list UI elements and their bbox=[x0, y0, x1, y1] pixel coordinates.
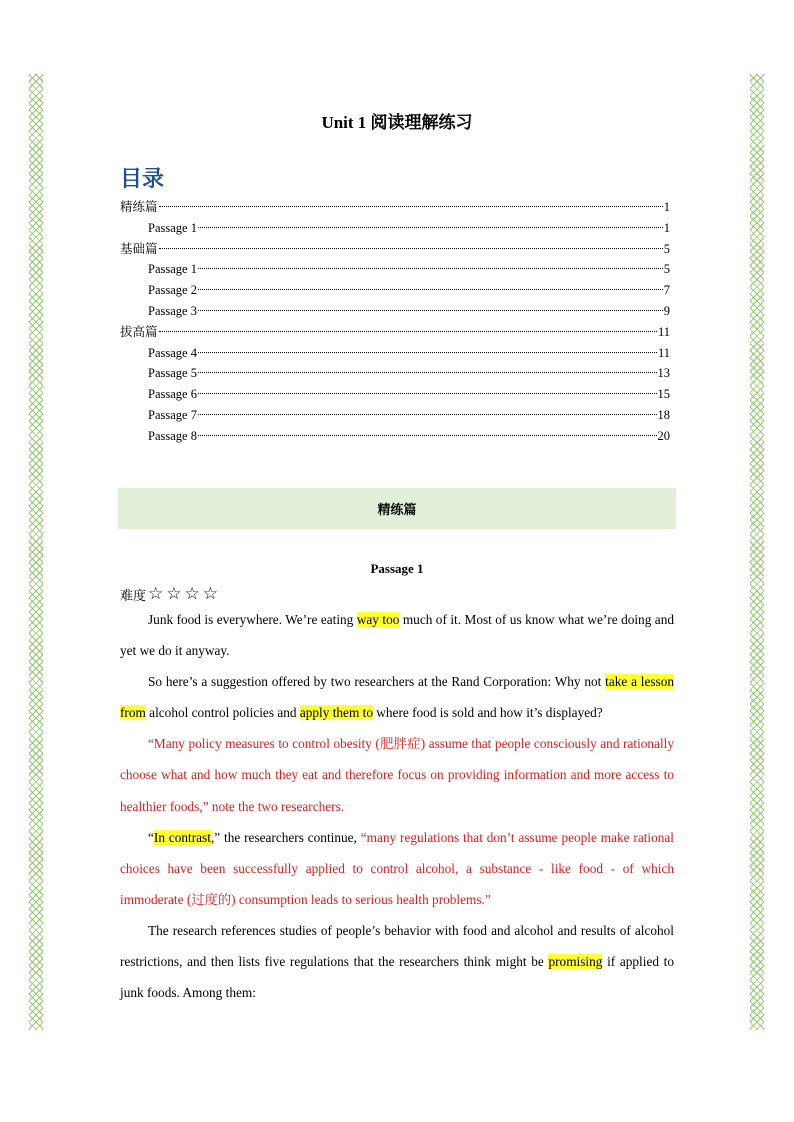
red-quote: “many regulations that don’t assume people make rational choices have been successfully applied to control alcohol, a substance - like food - of which immoderate (过度的) consumption leads to serious health problems.” bbox=[120, 829, 674, 907]
toc-entry-page: 7 bbox=[663, 283, 670, 298]
difficulty-rating bbox=[120, 585, 221, 604]
toc-entry[interactable] bbox=[120, 239, 670, 260]
toc-entry-label: Passage 1 bbox=[148, 262, 197, 277]
toc-entry-page: 1 bbox=[663, 200, 670, 214]
paragraph bbox=[120, 728, 674, 821]
toc-entry[interactable] bbox=[120, 259, 670, 280]
toc-leader-dots bbox=[198, 414, 657, 415]
paragraph bbox=[120, 915, 674, 1008]
toc-entry[interactable] bbox=[120, 322, 670, 343]
toc-entry-page: 20 bbox=[657, 428, 670, 443]
toc-entry[interactable] bbox=[120, 301, 670, 322]
toc-entry-label: Passage 8 bbox=[148, 428, 197, 443]
passage-title: Passage 1 bbox=[370, 561, 424, 576]
text-run: where food is sold and how it’s displayed? bbox=[372, 705, 603, 721]
toc-entry-label: Passage 2 bbox=[148, 283, 197, 298]
toc-leader-dots bbox=[198, 435, 657, 436]
toc-entry[interactable] bbox=[120, 218, 670, 239]
highlighted-phrase: In contrast bbox=[153, 829, 211, 845]
toc-heading: 目录 bbox=[120, 167, 165, 192]
toc-entry[interactable] bbox=[120, 426, 670, 447]
text-run: So here’s a suggestion offered by two researchers at the Rand Corporation: Why not bbox=[148, 674, 606, 690]
toc-entry-page: 11 bbox=[657, 324, 670, 339]
text-run: much of it. Most of us know what we’re doing and yet we do it anyway. bbox=[120, 612, 675, 659]
left-decorative-border bbox=[29, 74, 43, 1030]
table-of-contents bbox=[120, 197, 670, 447]
toc-leader-dots bbox=[198, 393, 657, 394]
difficulty-label: 难度 bbox=[120, 588, 147, 603]
paragraph bbox=[120, 666, 674, 728]
toc-entry[interactable] bbox=[120, 405, 670, 426]
toc-entry-page: 13 bbox=[657, 366, 670, 381]
toc-entry[interactable] bbox=[120, 384, 670, 405]
toc-entry-label: Passage 5 bbox=[148, 366, 197, 381]
toc-entry-page: 11 bbox=[657, 345, 670, 360]
highlighted-phrase: promising bbox=[548, 954, 603, 970]
section-title: 精练篇 bbox=[377, 503, 417, 518]
toc-entry-page: 18 bbox=[657, 407, 670, 422]
star-rating bbox=[148, 586, 221, 603]
right-decorative-border bbox=[750, 74, 764, 1030]
toc-entry-page: 5 bbox=[663, 241, 670, 256]
toc-entry-label: Passage 6 bbox=[148, 387, 197, 402]
toc-leader-dots bbox=[198, 289, 663, 290]
toc-entry[interactable] bbox=[120, 343, 670, 364]
toc-leader-dots bbox=[198, 310, 663, 311]
toc-leader-dots bbox=[198, 372, 657, 373]
paragraph bbox=[120, 604, 674, 666]
star-icon: ☆ bbox=[184, 584, 200, 604]
toc-entry-label: Passage 4 bbox=[148, 345, 197, 360]
toc-entry-page: 15 bbox=[657, 387, 670, 402]
star-icon: ☆ bbox=[148, 584, 164, 604]
text-run: alcohol control policies and bbox=[145, 705, 300, 721]
toc-leader-dots bbox=[159, 206, 663, 207]
toc-entry-page: 1 bbox=[663, 220, 670, 235]
toc-entry-label: 基础篇 bbox=[120, 241, 158, 256]
text-run: “ bbox=[148, 829, 154, 845]
red-quote: “Many policy measures to control obesity (肥胖症) assume that people consciously and rationally choose what and how much they eat and therefore focus on providing information and more access to healthier foods,” note the two researchers. bbox=[120, 736, 674, 814]
toc-entry-label: Passage 1 bbox=[148, 220, 197, 235]
passage-body bbox=[120, 604, 674, 1008]
toc-leader-dots bbox=[198, 227, 663, 228]
toc-entry-label: Passage 7 bbox=[148, 407, 197, 422]
document-title: Unit 1 阅读理解练习 bbox=[321, 113, 473, 132]
toc-entry-page: 9 bbox=[663, 303, 670, 318]
toc-entry-page: 5 bbox=[663, 262, 670, 277]
text-run: Junk food is everywhere. We’re eating bbox=[148, 612, 357, 627]
toc-leader-dots bbox=[198, 268, 663, 269]
toc-entry[interactable] bbox=[120, 363, 670, 384]
toc-entry[interactable] bbox=[120, 280, 670, 301]
text-run: if applied to junk foods. Among them: bbox=[120, 954, 675, 1001]
star-icon: ☆ bbox=[202, 584, 219, 604]
toc-leader-dots bbox=[198, 352, 657, 353]
highlighted-phrase: take a lesson from bbox=[120, 674, 674, 721]
toc-entry[interactable] bbox=[120, 197, 670, 218]
section-header-band bbox=[118, 488, 676, 529]
toc-entry-label: Passage 3 bbox=[148, 303, 197, 318]
text-run: The research references studies of people’s behavior with food and alcohol and results of alcohol restrictions, and then lists five regulations that the researchers think might be bbox=[120, 922, 674, 970]
toc-leader-dots bbox=[159, 331, 657, 332]
toc-entry-label: 精练篇 bbox=[120, 200, 158, 214]
toc-entry-label: 拔高篇 bbox=[120, 324, 158, 339]
star-icon: ☆ bbox=[166, 584, 182, 604]
highlighted-phrase: way too bbox=[356, 612, 400, 627]
paragraph bbox=[120, 822, 674, 915]
text-run: ,” the researchers continue, bbox=[210, 829, 361, 845]
toc-leader-dots bbox=[159, 248, 663, 249]
highlighted-phrase: apply them to bbox=[299, 705, 373, 721]
